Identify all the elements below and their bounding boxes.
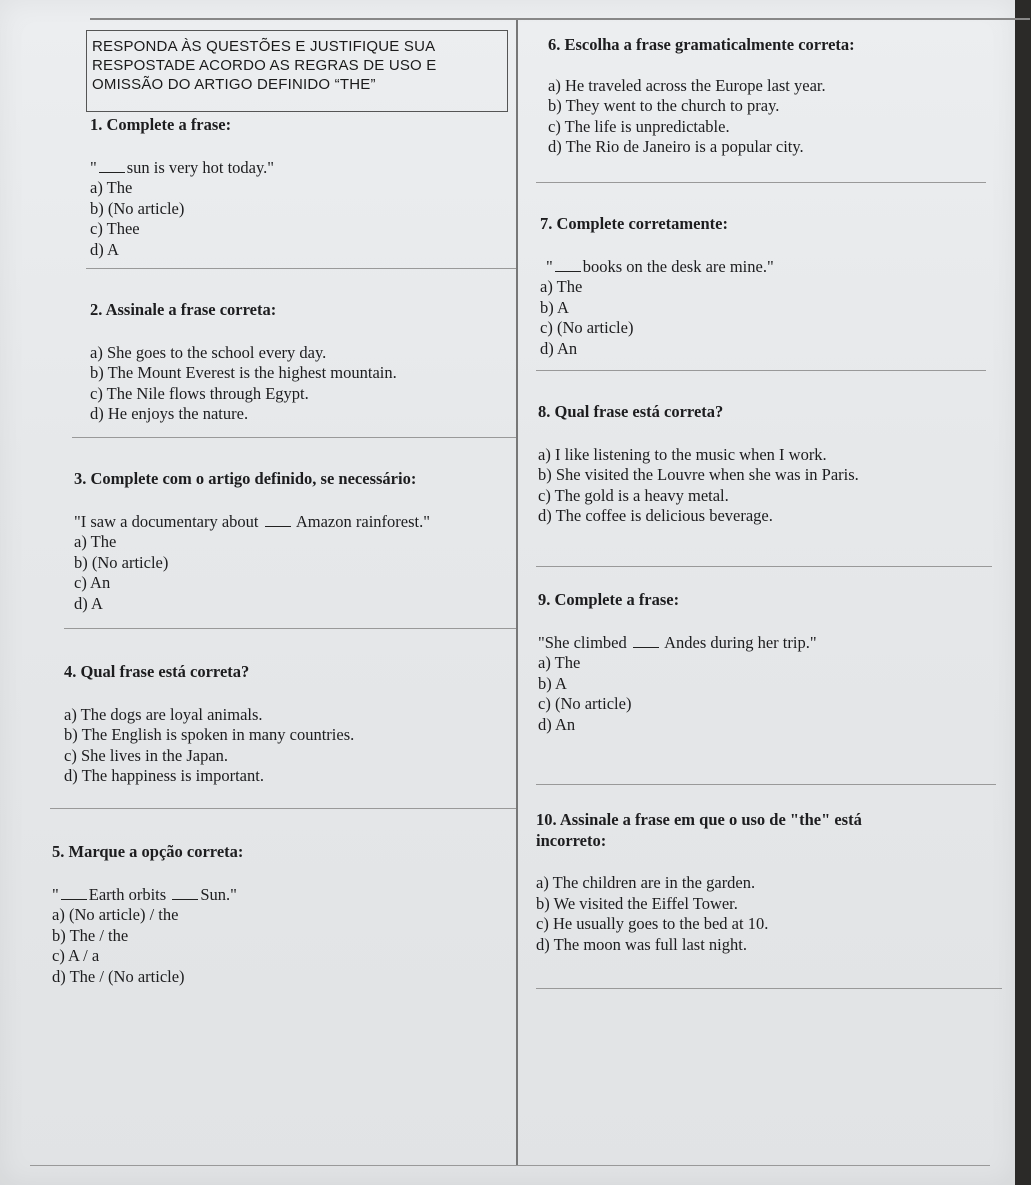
- answer-blank[interactable]: [633, 635, 659, 648]
- question-5-prompt: " Earth orbits Sun.": [52, 884, 237, 904]
- question-9-prompt: "She climbed Andes during her trip.": [538, 632, 817, 652]
- question-6: [548, 35, 1008, 158]
- question-2: [90, 300, 510, 425]
- question-5-title: 5. Marque a opção correta:: [52, 842, 244, 861]
- instructions-text: RESPONDA ÀS QUESTÕES E JUSTIFIQUE SUA RESPOSTADE ACORDO AS REGRAS DE USO E OMISSÃO DO ARTIGO DEFINIDO “THE”: [92, 38, 437, 93]
- option-c[interactable]: c) The Nile flows through Egypt.: [90, 383, 309, 403]
- option-a[interactable]: a) The: [540, 277, 583, 296]
- question-3-prompt: "I saw a documentary about Amazon rainforest.": [74, 511, 430, 531]
- option-d[interactable]: d) An: [538, 714, 576, 734]
- option-b[interactable]: b) She visited the Louvre when she was in Paris.: [538, 465, 859, 484]
- divider: [536, 370, 986, 371]
- question-2-title: 2. Assinale a frase correta:: [90, 300, 277, 319]
- option-d[interactable]: d) An: [540, 338, 578, 358]
- divider: [64, 628, 516, 629]
- option-b[interactable]: b) (No article): [74, 552, 169, 572]
- option-b[interactable]: b) The / the: [52, 925, 129, 945]
- option-b[interactable]: b) A: [538, 673, 567, 693]
- divider: [536, 182, 986, 183]
- option-b[interactable]: b) A: [540, 297, 569, 317]
- question-7-title: 7. Complete corretamente:: [540, 214, 728, 233]
- divider: [536, 566, 992, 567]
- option-c[interactable]: c) The gold is a heavy metal.: [538, 485, 729, 505]
- option-c[interactable]: c) He usually goes to the bed at 10.: [536, 914, 769, 933]
- answer-blank[interactable]: [555, 259, 581, 272]
- option-c[interactable]: c) An: [74, 573, 111, 592]
- question-1-title: 1. Complete a frase:: [90, 115, 232, 134]
- option-a[interactable]: a) The children are in the garden.: [536, 873, 756, 892]
- answer-blank[interactable]: [265, 514, 291, 527]
- question-8: [538, 402, 1008, 527]
- question-10: [536, 810, 1006, 955]
- option-a[interactable]: a) The: [90, 178, 133, 197]
- option-d[interactable]: d) The moon was full last night.: [536, 934, 747, 954]
- option-c[interactable]: c) She lives in the Japan.: [64, 745, 229, 765]
- answer-blank[interactable]: [99, 160, 125, 173]
- option-a[interactable]: a) The: [74, 532, 117, 551]
- option-a[interactable]: a) The dogs are loyal animals.: [64, 704, 263, 724]
- option-c[interactable]: c) (No article): [538, 694, 632, 713]
- option-b[interactable]: b) The English is spoken in many countries.: [64, 725, 355, 744]
- option-d[interactable]: d) A: [90, 239, 119, 259]
- question-10-title-line2: incorreto:: [536, 830, 607, 850]
- column-divider: [516, 20, 518, 1165]
- option-c[interactable]: c) (No article): [540, 318, 634, 337]
- question-6-title: 6. Escolha a frase gramaticalmente correta:: [548, 35, 855, 54]
- question-7: [540, 214, 1000, 359]
- divider: [50, 808, 516, 809]
- question-8-title: 8. Qual frase está correta?: [538, 402, 724, 421]
- option-d[interactable]: d) A: [74, 593, 103, 613]
- option-c[interactable]: c) A / a: [52, 946, 100, 965]
- option-d[interactable]: d) He enjoys the nature.: [90, 404, 249, 423]
- divider: [536, 988, 1002, 989]
- question-10-title-line1: 10. Assinale a frase em que o uso de "the" está: [536, 810, 862, 829]
- question-4: [64, 662, 514, 787]
- option-b[interactable]: b) (No article): [90, 198, 185, 218]
- option-d[interactable]: d) The / (No article): [52, 966, 185, 986]
- divider: [72, 437, 516, 438]
- question-4-title: 4. Qual frase está correta?: [64, 662, 250, 681]
- divider: [86, 268, 516, 269]
- question-9: [538, 590, 1008, 735]
- option-b[interactable]: b) The Mount Everest is the highest mountain.: [90, 363, 397, 382]
- option-b[interactable]: b) We visited the Eiffel Tower.: [536, 893, 738, 913]
- divider: [536, 784, 996, 785]
- question-1-prompt: " sun is very hot today.": [90, 157, 275, 177]
- question-3: [74, 469, 514, 614]
- option-a[interactable]: a) (No article) / the: [52, 905, 179, 924]
- answer-blank[interactable]: [172, 887, 198, 900]
- option-a[interactable]: a) She goes to the school every day.: [90, 342, 327, 362]
- question-1: [90, 115, 510, 260]
- option-a[interactable]: a) The: [538, 653, 581, 672]
- question-5: [52, 842, 512, 987]
- option-d[interactable]: d) The Rio de Janeiro is a popular city.: [548, 137, 804, 156]
- bottom-rule: [30, 1165, 990, 1166]
- option-d[interactable]: d) The coffee is delicious beverage.: [538, 506, 773, 525]
- option-c[interactable]: c) The life is unpredictable.: [548, 116, 730, 136]
- question-7-prompt: " books on the desk are mine.": [546, 256, 774, 276]
- question-3-title: 3. Complete com o artigo definido, se necessário:: [74, 469, 417, 488]
- option-a[interactable]: a) He traveled across the Europe last year.: [548, 75, 826, 95]
- question-9-title: 9. Complete a frase:: [538, 590, 680, 609]
- answer-blank[interactable]: [61, 887, 87, 900]
- option-c[interactable]: c) Thee: [90, 219, 140, 238]
- option-a[interactable]: a) I like listening to the music when I work.: [538, 444, 827, 464]
- option-d[interactable]: d) The happiness is important.: [64, 766, 264, 785]
- top-rule: [90, 18, 1030, 20]
- option-b[interactable]: b) They went to the church to pray.: [548, 96, 780, 115]
